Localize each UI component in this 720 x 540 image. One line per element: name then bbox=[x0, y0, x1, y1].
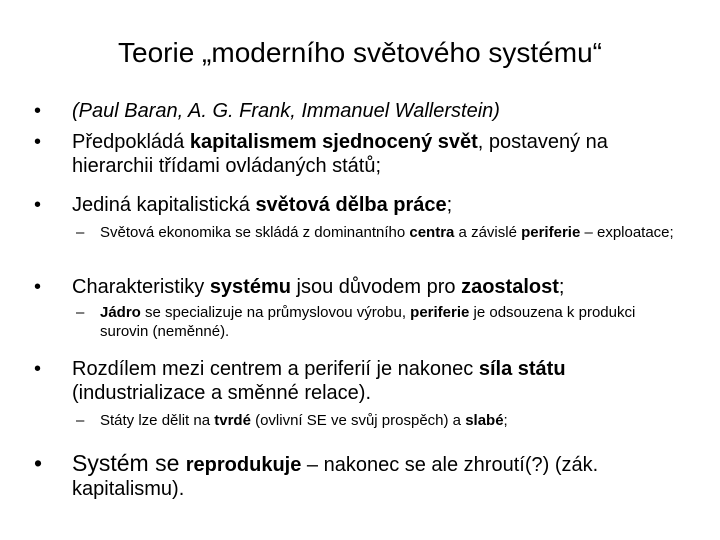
sub-text: se specializuje na průmyslovou výrobu, bbox=[140, 304, 411, 321]
bullet-underdevelopment bbox=[34, 275, 684, 299]
subbullet-strong-weak-states bbox=[76, 411, 684, 430]
bullet-text: – nakonec se ale zhroutí(?) (zák. kapitalismu). bbox=[72, 454, 599, 500]
bullet-text: jsou důvodem pro bbox=[290, 276, 462, 298]
sub-dash: – bbox=[76, 412, 85, 429]
bullet-bold: kapitalismem sjednocený svět bbox=[189, 131, 478, 153]
sub-text: ; bbox=[503, 412, 508, 429]
bullet-text: (industrializace a směnné relace). bbox=[72, 382, 372, 404]
subbullet-core-periphery bbox=[76, 223, 684, 242]
bullet-bold: zaostalost bbox=[461, 276, 559, 298]
bullet-bold: světová dělba práce bbox=[255, 194, 447, 216]
sub-dash: – bbox=[76, 224, 85, 241]
bullet-state-power bbox=[34, 357, 684, 405]
sub-bold: centra bbox=[409, 224, 455, 241]
authors-text: (Paul Baran, A. G. Frank, Immanuel Wallerstein) bbox=[72, 100, 500, 122]
bullet-text: , postavený na hierarchii třídami ovládaných států; bbox=[72, 131, 608, 177]
bullet-dot: • bbox=[34, 100, 42, 122]
sub-bold: tvrdé bbox=[214, 412, 251, 429]
bullet-dot: • bbox=[34, 450, 43, 476]
bullet-text: Předpokládá bbox=[72, 131, 190, 153]
bullet-bold: síla státu bbox=[478, 358, 566, 380]
sub-text: (ovlivní SE ve svůj prospěch) a bbox=[250, 412, 466, 429]
bullet-text: ; bbox=[446, 194, 453, 216]
bullet-text: Jediná kapitalistická bbox=[72, 194, 256, 216]
sub-text: Státy lze dělit na bbox=[100, 412, 215, 429]
bullet-dot: • bbox=[34, 358, 42, 380]
bullet-dot: • bbox=[34, 194, 42, 216]
sub-text: je odsouzena k produkci surovin (neměnné). bbox=[100, 304, 636, 340]
sub-dash: – bbox=[76, 304, 85, 321]
sub-text: – exploatace; bbox=[580, 224, 674, 241]
bullet-text: Charakteristiky bbox=[72, 276, 210, 298]
bullet-bold: systému bbox=[209, 276, 291, 298]
sub-bold: slabé bbox=[465, 412, 504, 429]
bullet-bold: reprodukuje bbox=[185, 454, 302, 476]
sub-text: a závislé bbox=[454, 224, 522, 241]
bullet-unified-world bbox=[34, 130, 684, 178]
bullet-dot: • bbox=[34, 131, 42, 153]
bullet-division-of-labour bbox=[34, 193, 684, 217]
bullet-text: Rozdílem mezi centrem a periferií je nakonec bbox=[72, 358, 479, 380]
slide-title: Teorie „moderního světového systému“ bbox=[118, 37, 602, 68]
bullet-reproduction bbox=[34, 449, 684, 501]
bullet-text: Systém se bbox=[72, 450, 186, 476]
sub-bold: periferie bbox=[410, 304, 470, 321]
subbullet-core-specialization bbox=[76, 303, 684, 341]
sub-bold: Jádro bbox=[100, 304, 141, 321]
sub-bold: periferie bbox=[521, 224, 581, 241]
bullet-authors bbox=[34, 99, 684, 123]
bullet-text: ; bbox=[558, 276, 565, 298]
sub-text: Světová ekonomika se skládá z dominantního bbox=[100, 224, 410, 241]
bullet-dot: • bbox=[34, 276, 42, 298]
